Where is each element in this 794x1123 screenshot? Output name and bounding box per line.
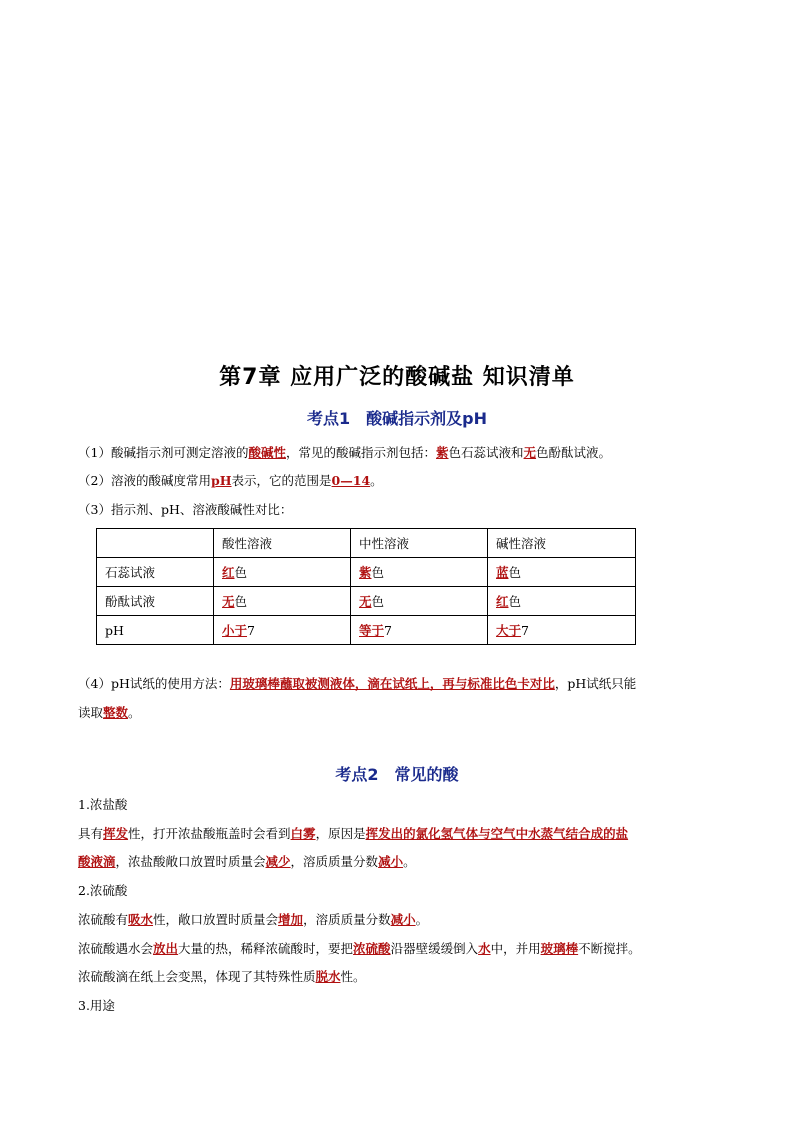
item-4-line-1: （4）pH试纸的使用方法：用玻璃棒蘸取被测液体，滴在试纸上，再与标准比色卡对比，pH试纸只能 (78, 676, 637, 691)
table-cell: 小于7 (214, 616, 351, 645)
table-cell: 等于7 (351, 616, 488, 645)
answer: pH (210, 473, 232, 488)
table-row (97, 558, 636, 587)
answer: 挥发 (103, 826, 129, 841)
table-row (97, 616, 636, 645)
answer: 整数 (103, 705, 129, 720)
section-1-title: 考点1 酸碱指示剂及pH (307, 409, 487, 428)
answer: 浓硫酸 (353, 941, 391, 956)
table-row (97, 587, 636, 616)
h2so4-line-2: 浓硫酸遇水会放出大量的热，稀释浓硫酸时，要把浓硫酸沿器壁缓缓倒入水中，并用玻璃棒不断搅拌。 (78, 941, 641, 956)
table-header-row (97, 529, 636, 558)
answer: 酸液滴 (78, 854, 116, 869)
row-label: pH (97, 616, 214, 645)
answer: 减小 (390, 912, 416, 927)
answer: 减小 (378, 854, 404, 869)
item-3: （3）指示剂、pH、溶液酸碱性对比： (78, 502, 293, 517)
answer: 玻璃棒 (540, 941, 579, 956)
row-label: 酚酞试液 (97, 587, 214, 616)
h2so4-line-3: 浓硫酸滴在纸上会变黑，体现了其特殊性质脱水性。 (78, 969, 366, 984)
answer: 0—14 (331, 473, 371, 488)
table-header: 酸性溶液 (214, 529, 351, 558)
answer: 白雾 (290, 826, 316, 841)
answer: 紫 (436, 445, 449, 460)
table-header: 碱性溶液 (488, 529, 636, 558)
item-2: （2）溶液的酸碱度常用pH表示，它的范围是0—14。 (78, 473, 383, 488)
answer: 脱水 (315, 969, 341, 984)
answer: 增加 (278, 912, 304, 927)
answer: 用玻璃棒蘸取被测液体，滴在试纸上，再与标准比色卡对比 (229, 676, 555, 691)
row-label: 石蕊试液 (97, 558, 214, 587)
subheading-uses: 3.用途 (78, 998, 115, 1013)
answer: 水 (478, 941, 491, 956)
table-cell: 无色 (351, 587, 488, 616)
answer: 挥发出的氯化氢气体与空气中水蒸气结合成的盐 (365, 826, 629, 841)
subheading-hcl: 1.浓盐酸 (78, 797, 128, 812)
answer: 减少 (265, 854, 291, 869)
table-cell: 红色 (214, 558, 351, 587)
table-cell: 紫色 (351, 558, 488, 587)
table-cell: 红色 (488, 587, 636, 616)
item-4-line-2: 读取整数。 (78, 705, 141, 720)
table-cell: 大于7 (488, 616, 636, 645)
hcl-line-2: 酸液滴，浓盐酸敞口放置时质量会减少，溶质质量分数减小。 (78, 854, 416, 869)
answer: 放出 (153, 941, 179, 956)
section-2-title: 考点2 常见的酸 (335, 765, 459, 784)
answer: 酸碱性 (248, 445, 286, 460)
indicator-table (96, 528, 636, 645)
subheading-h2so4: 2.浓硫酸 (78, 883, 128, 898)
h2so4-line-1: 浓硫酸有吸水性，敞口放置时质量会增加，溶质质量分数减小。 (78, 912, 429, 927)
table-header: 中性溶液 (351, 529, 488, 558)
item-1: （1）酸碱指示剂可测定溶液的酸碱性，常见的酸碱指示剂包括：紫色石蕊试液和无色酚酞试液。 (78, 445, 612, 460)
table-cell: 无色 (214, 587, 351, 616)
table-header (97, 529, 214, 558)
hcl-line-1: 具有挥发性，打开浓盐酸瓶盖时会看到白雾，原因是挥发出的氯化氢气体与空气中水蒸气结合成的盐 (78, 826, 629, 841)
table-cell: 蓝色 (488, 558, 636, 587)
answer: 无 (523, 445, 537, 460)
answer: 吸水 (128, 912, 154, 927)
page-title: 第7章 应用广泛的酸碱盐 知识清单 (219, 365, 575, 390)
